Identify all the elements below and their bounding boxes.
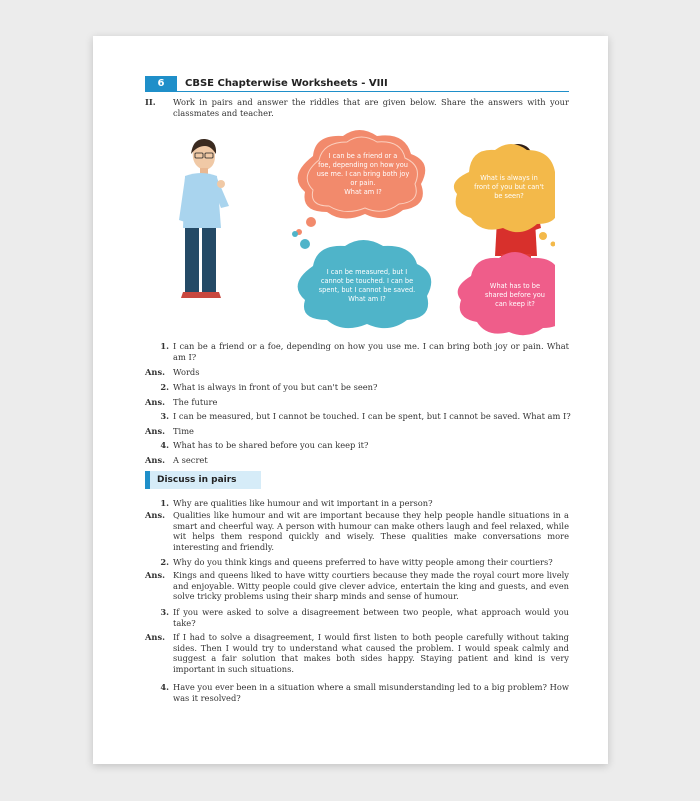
header-rule [177,91,569,92]
heading-accent-bar [145,471,150,489]
discuss-1-number: 1. [160,498,169,508]
cloud-3-line-2: cannot be touched. I can be [320,277,414,285]
riddle-illustration [171,128,555,336]
cloud-1-line-4: or pain. [350,179,376,187]
cloud-3-line-3: spent, but I cannot be saved. [318,286,416,294]
riddle-3-answer: Time [173,426,194,436]
cloud-2-line-3: be seen? [494,192,524,200]
discuss-2-number: 2. [160,557,169,567]
discuss-in-pairs-heading [145,471,261,489]
cloud-4-line-1: What has to be [489,282,541,290]
riddle-3-question: I can be measured, but I cannot be touched. I can be spent, but I cannot be saved. What am I? [173,411,571,421]
header-title: CBSE Chapterwise Worksheets - VIII [185,78,388,89]
cloud-3-line-4: What am I? [348,295,386,303]
discuss-1-answer: Qualities like humour and wit are important because they help people handle situations in a smart and cheerful way. A person with humour can make others laugh and feel relaxed, while wit helps them respond quickly and wisely. These qualities make conversations more interesting and friendly. [173,510,569,552]
cloud-1-line-1: I can be a friend or a [328,152,398,160]
riddle-2-ans-label: Ans. [145,397,166,407]
riddle-4-question: What has to be shared before you can keep it? [173,440,369,450]
riddle-1-number: 1. [160,341,169,351]
cloud-4-line-3: can keep it? [495,300,535,308]
riddle-4-number: 4. [160,440,169,450]
riddle-1-ans-label: Ans. [145,367,166,377]
page-number: 6 [145,76,177,92]
discuss-4-number: 4. [160,682,169,692]
discuss-heading-label: Discuss in pairs [157,475,237,485]
discuss-3-answer: If I had to solve a disagreement, I would first listen to both people carefully without taking sides. Then I would try to understand what caused the problem. I would speak calmly and suggest a fair solution that makes both sides happy. Staying patient and kind is very important in such situations. [173,632,569,674]
worksheet-page [93,36,608,764]
cloud-1-line-5: What am I? [344,188,382,196]
discuss-2-answer: Kings and queens liked to have witty courtiers because they made the royal court more lively and enjoyable. Witty people could give clever advice, entertain the king and guests, and even solve tricky problems using their sharp minds and sense of humour. [173,570,569,602]
riddle-2-question: What is always in front of you but can't be seen? [173,382,378,392]
cloud-1-line-3: use me. I can bring both joy [316,170,410,178]
discuss-3-ans-label: Ans. [145,632,166,642]
riddle-1-answer: Words [173,367,200,377]
discuss-1-question: Why are qualities like humour and wit important in a person? [173,498,433,508]
cloud-2-line-2: front of you but can't [474,183,544,191]
riddle-2-answer: The future [173,397,218,407]
discuss-3-number: 3. [160,607,169,617]
riddle-3-ans-label: Ans. [145,426,166,436]
cloud-2-line-1: What is always in [480,174,538,182]
discuss-1-ans-label: Ans. [145,510,166,520]
section-instruction: Work in pairs and answer the riddles that are given below. Share the answers with your classmates and teacher. [173,97,569,118]
discuss-4-question: Have you ever been in a situation where a small misunderstanding led to a big problem? How was it resolved? [173,682,569,703]
discuss-3-question: If you were asked to solve a disagreement between two people, what approach would you take? [173,607,569,628]
riddle-4-ans-label: Ans. [145,455,166,465]
section-numeral: II. [145,97,156,107]
riddle-3-number: 3. [160,411,169,421]
discuss-2-ans-label: Ans. [145,570,166,580]
cloud-4-line-2: shared before you [485,291,545,299]
riddle-1-question: I can be a friend or a foe, depending on how you use me. I can bring both joy or pain. What am I? [173,341,569,362]
cloud-1-line-2: foe, depending on how you [318,161,408,169]
boy-figure [179,139,229,298]
discuss-2-question: Why do you think kings and queens preferred to have witty people among their courtiers? [173,557,553,567]
cloud-3-line-1: I can be measured, but I [326,268,408,276]
page-header [145,76,569,92]
riddle-4-answer: A secret [173,455,208,465]
riddle-2-number: 2. [160,382,169,392]
